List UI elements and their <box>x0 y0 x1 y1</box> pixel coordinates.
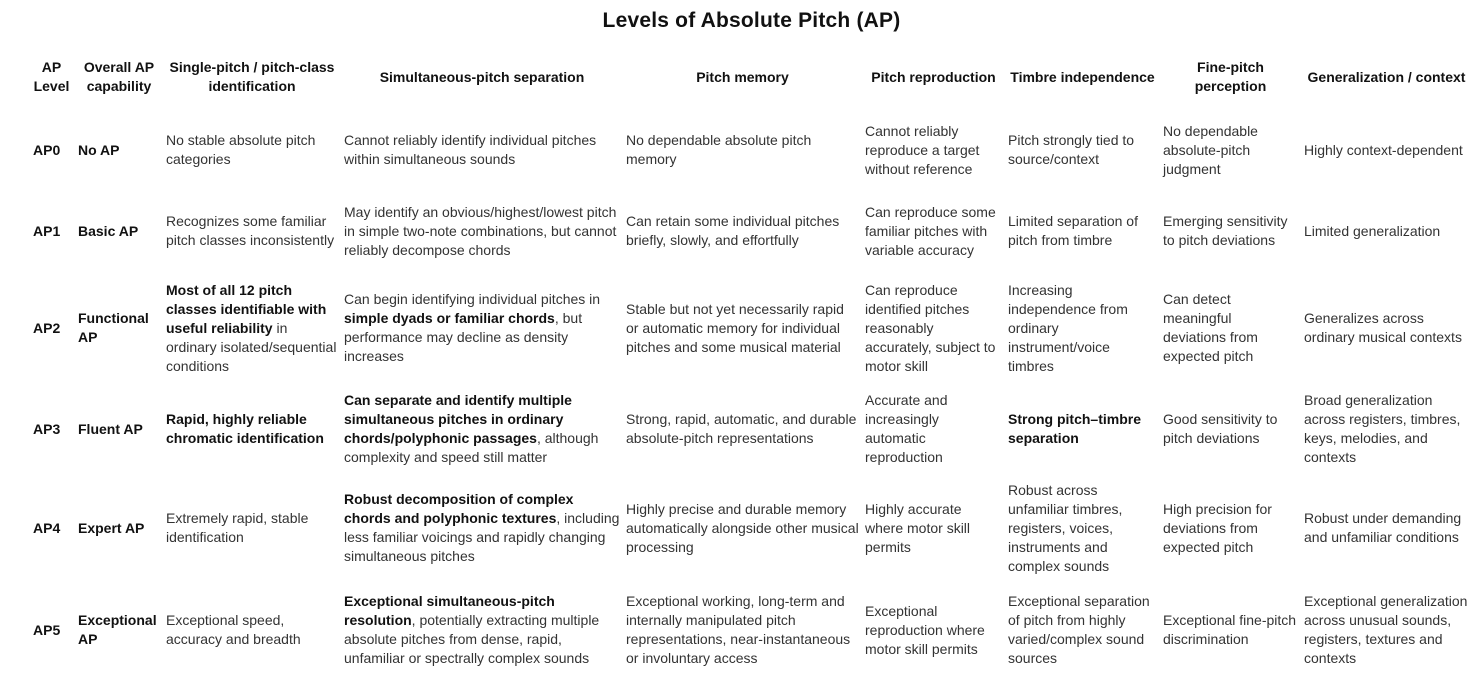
col-header-fine-pitch: Fine-pitch perception <box>1194 59 1267 94</box>
table-row <box>28 384 1472 474</box>
cell-text: Strong, rapid, automatic, and durable absolute-pitch representations <box>626 411 857 446</box>
cell-capability: Fluent AP <box>78 420 143 437</box>
cell-text: Limited separation of pitch from timbre <box>1008 213 1138 248</box>
cell-fine-pitch <box>1160 384 1301 474</box>
cell-fine-pitch <box>1160 474 1301 582</box>
cell-text: , including less familiar voicings and rapidly changing simultaneous pitches <box>344 510 620 564</box>
cell-text: Cannot reliably reproduce a target without reference <box>865 122 980 177</box>
table-row <box>28 110 1472 190</box>
cell-simultaneous <box>341 272 623 384</box>
col-header-pitch-memory: Pitch memory <box>696 68 789 85</box>
cell-timbre <box>1005 474 1160 582</box>
cell-timbre <box>1005 384 1160 474</box>
cell-text: Highly context-dependent <box>1304 141 1463 158</box>
cell-fine-pitch <box>1160 272 1301 384</box>
cell-simultaneous <box>341 190 623 272</box>
cell-reproduction <box>862 190 1005 272</box>
cell-reproduction <box>862 582 1005 678</box>
cell-capability: Expert AP <box>78 519 145 536</box>
cell-simultaneous <box>341 384 623 474</box>
cell-text: Increasing independence from ordinary instrument/voice timbres <box>1008 281 1128 374</box>
ap-levels-table <box>28 52 1472 678</box>
cell-text: Good sensitivity to pitch deviations <box>1163 411 1278 446</box>
cell-text: No dependable absolute-pitch judgment <box>1163 122 1258 177</box>
col-header-pitch-reproduction: Pitch reproduction <box>871 68 996 85</box>
cell-text: No stable absolute pitch categories <box>166 132 316 167</box>
cell-text: Accurate and increasingly automatic reproduction <box>865 392 948 465</box>
cell-timbre <box>1005 110 1160 190</box>
cell-capability: Exceptional AP <box>78 612 157 647</box>
cell-text: , but performance may decline as density increases <box>344 310 583 364</box>
cell-text: Exceptional fine-pitch discrimination <box>1163 612 1297 647</box>
cell-text: Can reproduce some familiar pitches with variable accuracy <box>865 203 996 258</box>
cell-memory <box>623 190 862 272</box>
cell-memory <box>623 474 862 582</box>
table-row <box>28 474 1472 582</box>
cell-text: Can retain some individual pitches briefly, slowly, and effortfully <box>626 213 840 248</box>
cell-text: Robust under demanding and unfamiliar conditions <box>1304 510 1462 545</box>
cell-simultaneous <box>341 110 623 190</box>
cell-text: Stable but not yet necessarily rapid or automatic memory for individual pitches and some musical material <box>626 300 844 355</box>
cell-capability: Basic AP <box>78 222 139 239</box>
cell-reproduction <box>862 384 1005 474</box>
cell-fine-pitch <box>1160 190 1301 272</box>
cell-reproduction <box>862 474 1005 582</box>
cell-bold-text: Exceptional simultaneous-pitch resolution <box>344 593 555 628</box>
table-row <box>28 582 1472 678</box>
cell-text: in ordinary isolated/sequential conditions <box>166 319 337 374</box>
cell-single-pitch <box>163 474 341 582</box>
cell-text: No dependable absolute pitch memory <box>626 132 812 167</box>
table-row <box>28 272 1472 384</box>
cell-capability: Functional AP <box>78 310 149 345</box>
cell-simultaneous <box>341 582 623 678</box>
cell-single-pitch <box>163 110 341 190</box>
cell-text: Highly accurate where motor skill permits <box>865 500 971 555</box>
cell-generalization <box>1301 272 1472 384</box>
cell-memory <box>623 110 862 190</box>
col-header-overall-capability: Overall AP capability <box>83 59 155 94</box>
cell-single-pitch <box>163 582 341 678</box>
cell-text: Can reproduce identified pitches reasonably accurately, subject to motor skill <box>865 281 996 374</box>
cell-bold-text: simple dyads or familiar chords <box>344 310 555 326</box>
cell-timbre <box>1005 272 1160 384</box>
cell-text: Recognizes some familiar pitch classes inconsistently <box>166 213 335 248</box>
cell-generalization <box>1301 190 1472 272</box>
col-header-simultaneous-pitch: Simultaneous-pitch separation <box>379 68 585 85</box>
cell-fine-pitch <box>1160 110 1301 190</box>
cell-text: Exceptional speed, accuracy and breadth <box>166 612 301 647</box>
col-header-timbre-independence: Timbre independence <box>1010 68 1155 85</box>
cell-memory <box>623 582 862 678</box>
cell-single-pitch <box>163 190 341 272</box>
cell-text: Can detect meaningful deviations from expected pitch <box>1163 291 1258 364</box>
cell-generalization <box>1301 110 1472 190</box>
cell-capability: No AP <box>78 141 120 158</box>
cell-text: High precision for deviations from expected pitch <box>1163 500 1272 555</box>
cell-timbre <box>1005 190 1160 272</box>
cell-reproduction <box>862 272 1005 384</box>
table-row <box>28 190 1472 272</box>
cell-level: AP5 <box>33 621 61 638</box>
cell-bold-text: Strong pitch–timbre separation <box>1008 411 1142 446</box>
cell-text: , although complexity and speed still matter <box>344 430 599 465</box>
col-header-single-pitch: Single-pitch / pitch-class identification <box>169 59 335 94</box>
cell-single-pitch <box>163 272 341 384</box>
cell-timbre <box>1005 582 1160 678</box>
cell-text: Exceptional separation of pitch from highly varied/complex sound sources <box>1008 593 1150 666</box>
cell-text: Exceptional generalization across unusual sounds, registers, textures and contexts <box>1304 593 1468 666</box>
table-title: Levels of Absolute Pitch (AP) <box>602 9 901 32</box>
cell-text: Emerging sensitivity to pitch deviations <box>1163 213 1288 248</box>
cell-text: Extremely rapid, stable identification <box>166 510 309 545</box>
cell-text: Robust across unfamiliar timbres, registers, voices, instruments and complex sounds <box>1008 481 1123 574</box>
cell-generalization <box>1301 474 1472 582</box>
cell-text-pre: Can begin identifying individual pitches in <box>344 291 601 307</box>
cell-level: AP3 <box>33 420 61 437</box>
header-row <box>28 52 1472 110</box>
cell-text: Limited generalization <box>1304 222 1441 239</box>
cell-memory <box>623 272 862 384</box>
cell-text: Generalizes across ordinary musical contexts <box>1304 310 1462 345</box>
cell-text: Cannot reliably identify individual pitches within simultaneous sounds <box>344 132 597 167</box>
cell-text: , potentially extracting multiple absolute pitches from dense, rapid, unfamiliar or spectrally complex sounds <box>344 612 600 666</box>
col-header-generalization: Generalization / context <box>1307 68 1466 85</box>
cell-bold-text: Robust decomposition of complex chords and polyphonic textures <box>344 491 574 526</box>
cell-bold-text: Most of all 12 pitch classes identifiable with useful reliability <box>166 281 327 336</box>
cell-reproduction <box>862 110 1005 190</box>
cell-level: AP2 <box>33 319 61 336</box>
cell-text: Broad generalization across registers, timbres, keys, melodies, and contexts <box>1304 392 1461 465</box>
cell-fine-pitch <box>1160 582 1301 678</box>
cell-memory <box>623 384 862 474</box>
cell-generalization <box>1301 582 1472 678</box>
cell-generalization <box>1301 384 1472 474</box>
cell-bold-text: Can separate and identify multiple simultaneous pitches in ordinary chords/polyphonic passages <box>344 392 572 446</box>
cell-text: Exceptional working, long-term and internally manipulated pitch representations, near-instantaneous or involuntary access <box>626 593 851 666</box>
cell-simultaneous <box>341 474 623 582</box>
cell-single-pitch <box>163 384 341 474</box>
cell-text: Highly precise and durable memory automatically alongside other musical processing <box>626 500 859 555</box>
cell-text: Pitch strongly tied to source/context <box>1008 132 1135 167</box>
cell-text: May identify an obvious/highest/lowest pitch in simple two-note combinations, but cannot reliably decompose chords <box>344 203 617 258</box>
cell-level: AP1 <box>33 222 61 239</box>
col-header-ap-level: AP Level <box>33 59 70 94</box>
cell-text: Exceptional reproduction where motor skill permits <box>865 602 985 657</box>
cell-level: AP4 <box>33 519 61 536</box>
cell-bold-text: Rapid, highly reliable chromatic identification <box>166 411 324 446</box>
cell-level: AP0 <box>33 141 61 158</box>
